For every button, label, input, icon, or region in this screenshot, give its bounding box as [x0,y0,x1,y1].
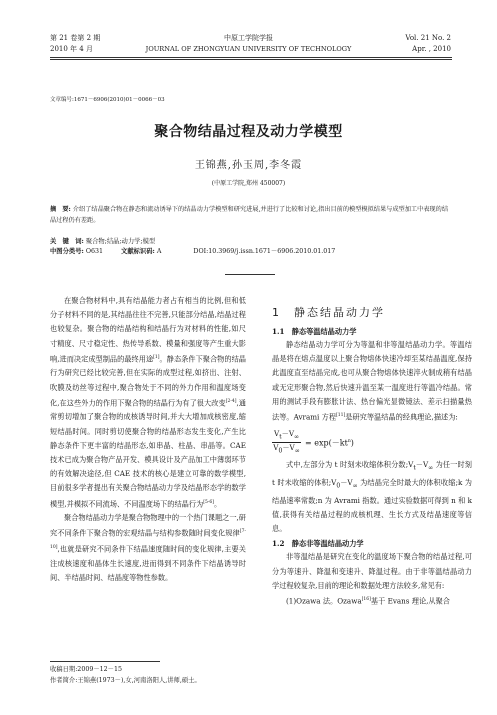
doi: DOI:10.3969/j.issn.1671－6906.2010.01.017 [193,248,336,255]
paper-title: 聚合物结晶过程及动力学模型 [154,124,343,140]
body-right-column [272,306,472,609]
header-volume-en: Vol. 21 No. 2 [405,34,451,42]
affiliation: (中原工学院,郑州 450007) [211,180,286,187]
doc-code: 文献标识码: A [121,248,162,255]
author-intro: 作者简介:王锦燕(1973－),女,河南洛阳人,讲师,硕士。 [50,677,201,684]
abstract [50,205,452,226]
keywords [50,237,452,247]
classification [50,247,452,257]
article-number: 文章编号:1671－6906(2010)01－0066－03 [50,97,165,103]
avrami-equation [272,425,472,459]
keywords-label: 关 键 词: [50,238,84,245]
body-left-column [50,294,246,585]
subsection-heading-1-1: 1.1 静态等温结晶动力学 [272,327,357,336]
paragraph-intro: 在聚合物材料中,具有结晶能力者占有相当的比例,但和低分子材料不同的是,其结晶往往不完善,只能部分结晶,结晶过程也较复杂。聚合物的结晶结构和结晶行为对材料的性能,如尺寸精度、尺寸稳定性、热传导系数、模量和强度等产生重大影响,进而决定成型制品的最终用途[1]。静态条件下聚合物的结晶行为研究已经比较完善,但在实际的成型过程,如挤出、注射、吹膜及纺丝等过程中,聚合物处于不同的外力作用和温度场变化,在这些外力的作用下聚合物的结晶行为有了很大改变[2-4],通常剪切增加了聚合物的成核诱导时间,并大大增加成核密度,缩短结晶时间。同时剪切使聚合物的结晶形态发生变化,产生比静态条件下更丰富的结晶形态,如串晶、柱晶、串晶等。CAE 技术已成为聚合物产品开发、模具设计及产品加工中薄弱环节的有效解决途径,但 CAE 技术的核心是建立可靠的数学模型,目前很多学者提出有关聚合物结晶动力学及结晶形态学的数学模型,并模拟不同流场、不同温度场下的结晶行为[5-6]。 [50,296,246,509]
header-date: 2010 年 4 月 [50,45,93,53]
paragraph-equation-explained: 式中,左部分为 t 时刻未收缩体积分数$;V_t-V_\infty$ 为任一时刻 t 时未收缩的体积$;V_0-V_\infty$ 为结晶完全时最大的体积收缩;k 为结晶速率常数;n 为 Avrami 指数。通过实验数据可得到 n 和 k 值,获得有关结晶过程的成核机理、生长方式及结晶速度等信息。 [272,460,472,534]
header-rule-thin [50,59,452,60]
header-rule [50,57,452,58]
keywords-text: 聚合物;结晶;动力学;模型 [85,238,156,245]
header-journal-en: JOURNAL OF ZHONGYUAN UNIVERSITY OF TECHNOLOGY [145,45,352,53]
meta-block [50,237,452,257]
equation-rhs: = $\exp(-kt^n)$ [305,438,354,448]
abstract-label: 摘 要: [50,206,71,213]
section-heading-1: 1 静态结晶动力学 [272,306,385,319]
header-volume: 第 21 卷第 2 期 [50,34,101,42]
header-journal-cn: 中原工学院学报 [224,34,273,42]
paragraph-nonisothermal: 非等温结晶是研究在变化的温度场下聚合物的结晶过程,可分为等速升、降温和变速升、降温过程。由于非等温结晶动力学过程较复杂,目前的理论和数据处理方法较多,常见有: [272,552,472,590]
footnote-rule [50,661,160,662]
header-date-en: Apr. , 2010 [412,45,451,53]
paragraph-ozawa: (1)Ozawa 法。Ozawa[16]基于 Evans 理论,从聚合 [286,596,450,606]
abstract-text: 介绍了结晶聚合物在静态和流动诱导下的结晶动力学模型和研究进展,并进行了比较和讨论,指出目前的模型模拟结果与成型加工中表现的结晶过程仍有差距。 [50,206,449,224]
paragraph-isothermal: 静态结晶动力学可分为等温和非等温结晶动力学。等温结晶是将在熔点温度以上聚合物熔体快速冷却至某结晶温度,保持此温度直至结晶完成,也可从聚合物熔体快速淬火制成稍有结晶或无定形聚合物,然后快速升温至某一温度进行等温冷结晶。常用的测试手段有膨胀计法、热台偏光显微镜法、差示扫描量热法等。Avrami 方程[11]是研究等温结晶的经典理论,描述为: [272,340,472,422]
authors: 王锦燕,孙玉周,李冬霞 [194,160,303,171]
received-date: 收稿日期:2009－12－15 [50,666,122,673]
abstract-divider [225,274,275,275]
footnote [50,664,201,686]
clc: 中图分类号: O631 [50,248,104,255]
equation-fraction: $\frac{V_t-V_\infty}{V_0-V_\infty}$ [273,428,300,455]
paragraph-kinetics: 聚合物结晶动力学是聚合物物理中的一个热门课题之一,研究不同条件下聚合物的宏观结晶与结构参数随时间变化规律[7-10],也就是研究不同条件下结晶速度随时间的变化规律,主要关注成核速度和晶体生长速度,进而得到不同条件下结晶诱导时间、半结晶时间、结晶度等物性参数。 [50,513,246,582]
subsection-heading-1-2: 1.2 静态非等温结晶动力学 [272,539,364,549]
